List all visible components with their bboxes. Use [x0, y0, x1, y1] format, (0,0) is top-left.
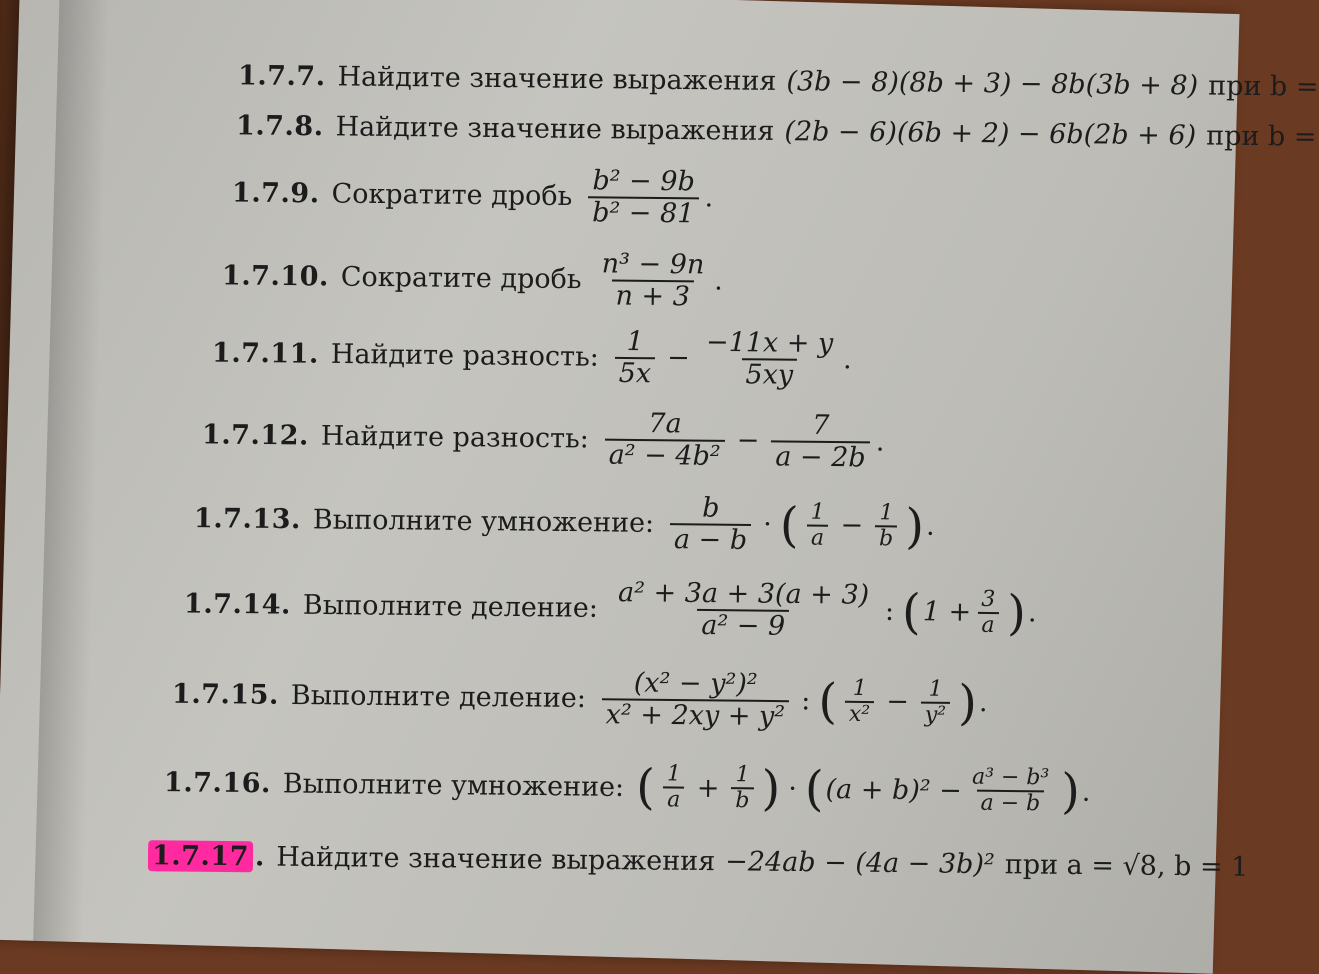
- period: .: [1027, 597, 1037, 629]
- problem-text: Найдите разность:: [320, 420, 590, 455]
- fraction-inner: [968, 766, 1054, 817]
- right-paren: ): [905, 498, 925, 555]
- operator: −: [667, 342, 691, 374]
- problem-number: 1.7.8.: [235, 110, 324, 143]
- numerator: 1: [626, 325, 644, 358]
- problem-expression: (3b − 8)(8b + 3) − 8b(3b + 8): [786, 66, 1199, 102]
- fraction-inner-right: [875, 501, 898, 552]
- numerator: a³ − b³: [971, 764, 1050, 791]
- number-dot: .: [254, 841, 265, 873]
- fraction: [602, 668, 790, 731]
- left-paren: (: [635, 759, 656, 816]
- period: .: [875, 426, 885, 458]
- problem-tail: при b =: [1206, 120, 1317, 153]
- denominator: a: [977, 612, 998, 638]
- numerator: n³ − 9n: [601, 248, 705, 281]
- numerator: b: [702, 492, 720, 524]
- denominator: b: [731, 787, 753, 813]
- fraction: [597, 249, 708, 312]
- problem-number: 1.7.10.: [221, 260, 330, 293]
- operator: :: [801, 685, 811, 717]
- problem-text: Сократите дробь: [331, 178, 573, 213]
- denominator: a: [807, 524, 828, 550]
- problem-text: Найдите значение выражения: [276, 841, 716, 878]
- problem-number: 1.7.16.: [163, 766, 272, 799]
- problem-text: Сократите дробь: [340, 261, 582, 296]
- problem-text: Выполните деление:: [302, 589, 599, 625]
- problem-text: Найдите значение выражения: [335, 111, 775, 147]
- numerator: a² + 3a + 3(a + 3): [617, 577, 870, 611]
- operator-inner: −: [886, 686, 910, 718]
- period: .: [925, 510, 935, 543]
- numerator: (x² − y²)²: [633, 667, 758, 700]
- operator: ·: [788, 773, 798, 805]
- period: .: [704, 182, 714, 214]
- numerator: 7: [812, 409, 830, 441]
- denominator: a − b: [976, 790, 1044, 817]
- problem-number: 1.7.7.: [237, 60, 326, 93]
- problem-tail: при b =: [1208, 70, 1319, 103]
- problem-number: 1.7.15.: [171, 678, 280, 712]
- denominator: b² − 81: [588, 196, 699, 229]
- period: .: [713, 265, 723, 297]
- fraction-inner-right: [921, 677, 951, 728]
- numerator: 1: [928, 676, 943, 702]
- operator: ·: [763, 509, 773, 541]
- fraction-inner-left: [806, 500, 829, 551]
- numerator: 1: [735, 762, 750, 788]
- inner-lead: 1 +: [922, 596, 972, 628]
- problem-text: Найдите разность:: [330, 339, 600, 373]
- denominator: 5xy: [741, 358, 797, 390]
- right-paren: ): [957, 674, 978, 731]
- fraction-left: [615, 327, 656, 389]
- problem-1-7-13: [194, 488, 935, 557]
- denominator: 5x: [615, 357, 656, 389]
- problem-1-7-10: [222, 245, 723, 312]
- operator: −: [736, 425, 760, 457]
- fraction-inner-left: [663, 762, 686, 813]
- problem-expression: (2b − 6)(6b + 2) − 6b(2b + 6): [784, 116, 1197, 152]
- denominator: x²: [845, 700, 875, 726]
- fraction: [670, 493, 752, 555]
- inner-lead: (a + b)² −: [825, 773, 963, 807]
- problem-number: 1.7.11.: [211, 337, 320, 370]
- fraction-left: [605, 409, 726, 472]
- problem-expression: −24ab − (4a − 3b)²: [725, 846, 995, 881]
- numerator: 7a: [648, 408, 682, 440]
- left-paren-2: (: [804, 761, 824, 818]
- problem-number: 1.7.13.: [193, 503, 302, 536]
- problem-1-7-9: [232, 162, 714, 228]
- numerator: 1: [852, 675, 867, 701]
- operator: :: [884, 596, 895, 628]
- problem-text: Выполните деление:: [290, 680, 587, 715]
- denominator: x² + 2xy + y²: [602, 698, 790, 732]
- denominator: a² − 4b²: [605, 438, 725, 471]
- problem-number: 1.7.12.: [201, 419, 310, 452]
- problem-1-7-17: [148, 840, 1249, 883]
- denominator: a: [663, 787, 684, 813]
- problem-text: Выполните умножение:: [312, 504, 655, 540]
- numerator: −11x + y: [705, 326, 834, 360]
- problem-1-7-15: [172, 664, 988, 734]
- left-paren: (: [901, 583, 922, 640]
- operator-inner: +: [696, 772, 720, 804]
- problem-1-7-16: [163, 757, 1091, 820]
- right-paren: ): [1006, 584, 1027, 642]
- problem-1-7-11: [212, 323, 852, 391]
- problem-number: 1.7.14.: [183, 588, 292, 621]
- period: .: [978, 687, 988, 719]
- left-paren: (: [779, 496, 799, 554]
- denominator: a² − 9: [697, 609, 789, 642]
- fraction-right: [702, 328, 838, 391]
- problem-text: Найдите значение выражения: [337, 61, 777, 97]
- denominator: a − 2b: [771, 440, 870, 473]
- numerator: 1: [666, 761, 682, 787]
- problem-1-7-8: [236, 110, 1317, 152]
- denominator: b: [875, 525, 897, 551]
- problem-1-7-7: [238, 60, 1319, 102]
- period: .: [1081, 776, 1091, 808]
- numerator: 1: [879, 499, 894, 525]
- numerator: 1: [810, 499, 825, 525]
- operator-inner: −: [840, 510, 864, 542]
- fraction-right: [771, 410, 870, 472]
- numerator: b² − 9b: [592, 165, 695, 198]
- period: .: [842, 344, 852, 376]
- problem-text: Выполните умножение:: [282, 768, 625, 803]
- problem-1-7-14: [184, 574, 1037, 644]
- numerator: 3: [981, 586, 996, 612]
- problem-number-highlighted: 1.7.17: [148, 840, 253, 872]
- left-paren: (: [818, 673, 838, 730]
- problem-number: 1.7.9.: [231, 177, 320, 210]
- denominator: n + 3: [611, 279, 694, 312]
- fraction: [614, 578, 874, 642]
- right-paren: ): [761, 760, 781, 817]
- fraction-inner: [977, 587, 1000, 638]
- fraction-inner-left: [845, 676, 875, 727]
- fraction: [588, 166, 699, 229]
- right-paren-2: ): [1060, 763, 1081, 820]
- fraction-inner-right: [731, 763, 754, 814]
- problem-tail: при a = √8, b = 1: [1004, 849, 1249, 883]
- denominator: y²: [921, 701, 951, 727]
- problem-1-7-12: [202, 404, 885, 473]
- denominator: a − b: [670, 523, 751, 556]
